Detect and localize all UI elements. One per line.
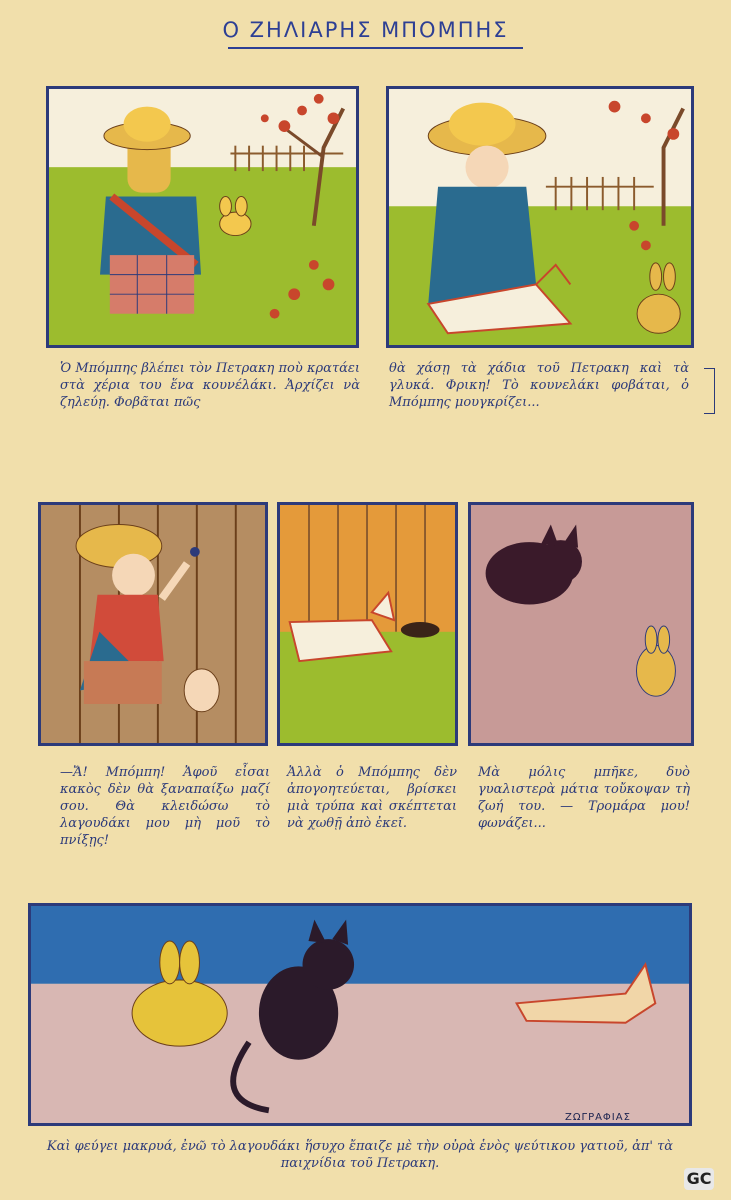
panel-1: [46, 86, 359, 348]
caption-row1-right: θὰ χάσῃ τὰ χάδια τοῦ Πετρακη καὶ τὰ γλυκά. Φρικη! Τὸ κουνελάκι φοβάται, ὁ Μπόμπης μουγκρίζει...: [389, 361, 689, 410]
panel-2: [386, 86, 694, 348]
gc-watermark-logo: GC: [684, 1168, 714, 1190]
caption-row2-right: Μὰ μόλις μπῆκε, δυὸ γυαλιστερὰ μάτια τοὔκοψαν τὴ ζωή του. — Τρομάρα μου! φωνάζει...: [478, 765, 690, 831]
artist-signature: ΖΩΓΡΑΦΙΑΣ: [565, 1112, 631, 1123]
caption-bottom: Καὶ φεύγει μακρυά, ἐνῶ τὸ λαγουδάκι ἥσυχο ἔπαιζε μὲ τὴν οὐρὰ ἑνὸς ψεύτικου γατιοῦ, ἀπ' τὰ παιχνίδια τοῦ Πετρακη.: [46, 1139, 674, 1171]
panel-5: [468, 502, 694, 746]
caption-row2-middle: Ἀλλὰ ὁ Μπόμπης δὲν ἀπογοητεύεται, βρίσκει μιὰ τρύπα καὶ σκέπτεται νὰ χωθῇ ἀπὸ ἐκεῖ.: [287, 765, 457, 831]
caption-row2-left: —Ἄ! Μπόμπη! Ἀφοῦ εἶσαι κακὸς δὲν θὰ ξαναπαίξω μαζί σου. Θὰ κλειδώσω τὸ λαγουδάκι μου μὴ μοῦ τὸ πνίξῃς!: [60, 765, 270, 848]
panel-6: [28, 903, 692, 1126]
comic-title: Ο ΖΗΛΙΑΡΗΣ ΜΠΟΜΠΗΣ: [222, 18, 509, 42]
title-underline: [228, 47, 523, 49]
panel-4: [277, 502, 458, 746]
panel-3: [38, 502, 268, 746]
caption-row1-left: Ὁ Μπόμπης βλέπει τὸν Πετρακη ποὺ κρατάει στὰ χέρια του ἕνα κουνέλάκι. Ἀρχίζει νὰ ζηλεύῃ. Φοβᾶται πῶς: [60, 361, 360, 410]
page-edge-mark: [704, 368, 715, 414]
